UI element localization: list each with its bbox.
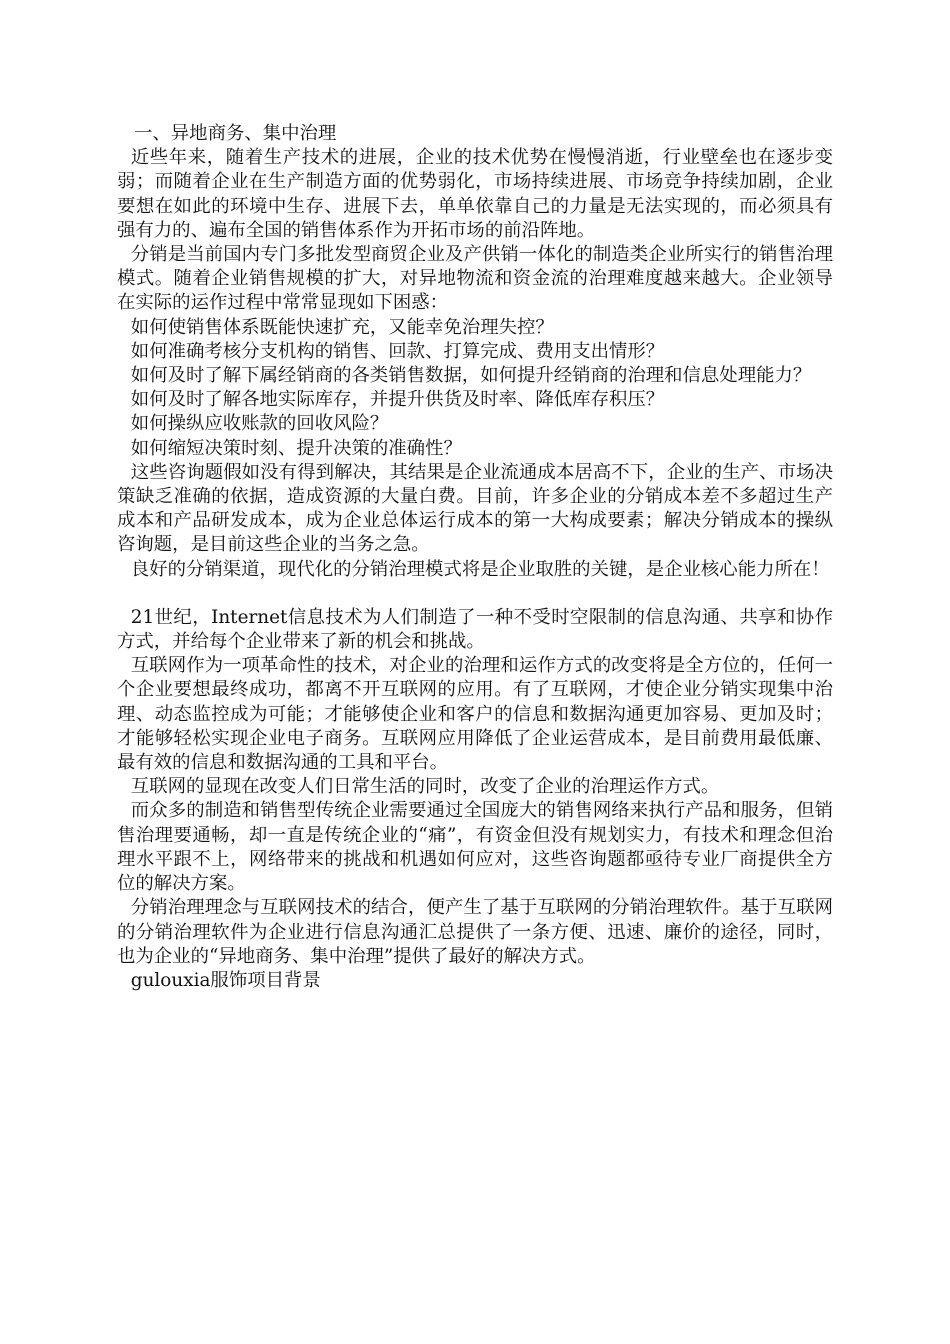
subsection-title: gulouxia服饰项目背景 xyxy=(130,969,321,991)
paragraph: 分销治理理念与互联网技术的结合，便产生了基于互联网的分销治理软件。基于互联网的分销治理软件为企业进行信息沟通汇总提供了一条方便、迅速、廉价的途径，同时，也为企业的“异地商务、集中治理”提供了最好的解决方式。 xyxy=(117,897,833,967)
question-item: 如何及时了解下属经销商的各类销售数据，如何提升经销商的治理和信息处理能力？ xyxy=(130,365,812,387)
blank-line xyxy=(117,582,833,606)
paragraph: 互联网作为一项革命性的技术，对企业的治理和运作方式的改变将是全方位的，任何一个企业要想最终成功，都离不开互联网的应用。有了互联网，才使企业分销实现集中治理、动态监控成为可能；才能够使企业和客户的信息和数据沟通更加容易、更加及时；才能够轻松实现企业电子商务。互联网应用降低了企业运营成本，是目前费用最低廉、最有效的信息和数据沟通的工具和平台。 xyxy=(117,655,833,774)
paragraph: 分销是当前国内专门多批发型商贸企业及产供销一体化的制造类企业所实行的销售治理模式。随着企业销售规模的扩大，对异地物流和资金流的治理难度越来越大。企业领导在实际的运作过程中常常显现如下困惑： xyxy=(117,244,833,314)
question-item: 如何使销售体系既能快速扩充，又能幸免治理失控？ xyxy=(130,316,554,338)
section-heading: 一、异地商务、集中治理 xyxy=(134,123,337,144)
paragraph: 互联网的显现在改变人们日常生活的同时，改变了企业的治理运作方式。 xyxy=(130,776,720,798)
paragraph: 21世纪，Internet信息技术为人们制造了一种不受时空限制的信息沟通、共享和协作方式，并给每个企业带来了新的机会和挑战。 xyxy=(117,606,833,653)
paragraph: 近些年来，随着生产技术的进展，企业的技术优势在慢慢消逝，行业壁垒也在逐步变弱；而随着企业在生产制造方面的优势弱化，市场持续进展、市场竞争持续加剧，企业要想在如此的环境中生存、进展下去，单单依靠自己的力量是无法实现的，而必须具有强有力的、遍布全国的销售体系作为开拓市场的前沿阵地。 xyxy=(117,147,833,241)
question-item: 如何缩短决策时刻、提升决策的准确性？ xyxy=(130,437,462,459)
paragraph: 而众多的制造和销售型传统企业需要通过全国庞大的销售网络来执行产品和服务，但销售治理要通畅，却一直是传统企业的“痛”，有资金但没有规划实力，有技术和理念但治理水平跟不上，网络带来的挑战和机遇如何应对，这些咨询题都亟待专业厂商提供全方位的解决方案。 xyxy=(117,800,833,895)
document-body xyxy=(117,122,833,993)
question-item: 如何及时了解各地实际库存，并提升供货及时率、降低库存积压？ xyxy=(130,389,665,411)
paragraph: 这些咨询题假如没有得到解决，其结果是企业流通成本居高不下，企业的生产、市场决策缺乏准确的依据，造成资源的大量白费。目前，许多企业的分销成本差不多超过生产成本和产品研发成本，成为企业总体运行成本的第一大构成要素；解决分销成本的操纵咨询题，是目前这些企业的当务之急。 xyxy=(117,461,833,556)
paragraph: 良好的分销渠道，现代化的分销治理模式将是企业取胜的关键，是企业核心能力所在！ xyxy=(130,558,830,580)
question-item: 如何准确考核分支机构的销售、回款、打算完成、费用支出情形？ xyxy=(130,340,665,362)
question-item: 如何操纵应收账款的回收风险？ xyxy=(130,413,389,435)
